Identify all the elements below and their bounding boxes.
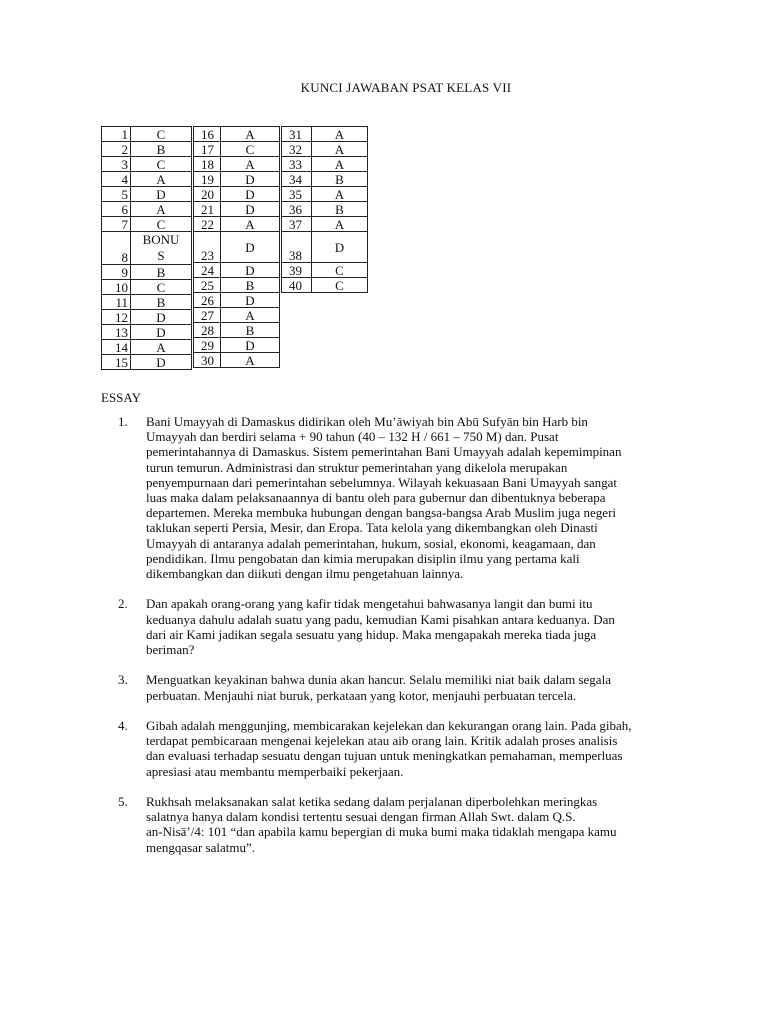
essay-item-text: Rukhsah melaksanakan salat ketika sedang dalam perjalanan diperbolehkan meringkas salatnya hanya dalam kondisi tertentu sesuai dengan firman Allah Swt. dalam Q.S. an-Nisā’/4: 101 “dan apabila kamu bepergian di muka bumi maka tidaklah mengapa kamu mengqasar salatmu”.: [146, 794, 617, 855]
answer-table-3: [281, 126, 368, 293]
question-number: 36: [282, 202, 312, 217]
answer-letter: B: [221, 323, 280, 338]
question-number: 21: [194, 202, 221, 217]
answer-row: [282, 217, 368, 232]
question-number: 3: [102, 157, 131, 172]
answer-row: [194, 353, 280, 368]
essay-heading: ESSAY: [101, 390, 141, 405]
answer-row: [194, 278, 280, 293]
answer-table-1: [101, 126, 192, 370]
question-number: 29: [194, 338, 221, 353]
essay-item: [101, 596, 711, 657]
question-number: 27: [194, 308, 221, 323]
answer-letter: B: [221, 278, 280, 293]
question-number: 14: [102, 340, 131, 355]
answer-table-2: [193, 126, 280, 368]
answer-letter: BONU S: [131, 232, 192, 265]
answer-letter: D: [131, 187, 192, 202]
answer-row: [102, 232, 192, 265]
answer-letter: A: [312, 127, 368, 142]
answer-row: [102, 127, 192, 142]
answer-row: [102, 325, 192, 340]
answer-row: [194, 127, 280, 142]
answer-row: [194, 187, 280, 202]
answer-letter: D: [312, 232, 368, 263]
answer-letter: C: [131, 280, 192, 295]
essay-item-number: 2.: [118, 596, 128, 612]
answer-row: [282, 232, 368, 263]
answer-letter: A: [221, 217, 280, 232]
answer-letter: A: [221, 353, 280, 368]
question-number: 38: [282, 232, 312, 263]
answer-row: [194, 217, 280, 232]
question-number: 37: [282, 217, 312, 232]
question-number: 22: [194, 217, 221, 232]
answer-letter: A: [312, 187, 368, 202]
question-number: 16: [194, 127, 221, 142]
question-number: 11: [102, 295, 131, 310]
answer-row: [194, 293, 280, 308]
answer-row: [194, 172, 280, 187]
essay-item-number: 1.: [118, 414, 128, 429]
answer-letter: D: [131, 355, 192, 370]
question-number: 23: [194, 232, 221, 263]
answer-letter: A: [312, 142, 368, 157]
essay-item-text: Gibah adalah menggunjing, membicarakan kejelekan dan kekurangan orang lain. Pada gibah, terdapat pembicaraan mengenai kejelekan atau aib orang lain. Kritik adalah proses analisis dan evaluasi terhadap sesuatu dengan tujuan untuk meningkatkan pemahaman, memperluas apresiasi atau membantu memperbaiki pekerjaan.: [146, 718, 632, 779]
answer-letter: C: [312, 278, 368, 293]
question-number: 20: [194, 187, 221, 202]
answer-row: [282, 278, 368, 293]
answer-row: [282, 202, 368, 217]
question-number: 26: [194, 293, 221, 308]
answer-letter: D: [221, 338, 280, 353]
essay-item: [101, 414, 711, 581]
question-number: 18: [194, 157, 221, 172]
answer-row: [194, 308, 280, 323]
answer-row: [194, 157, 280, 172]
answer-row: [194, 202, 280, 217]
answer-letter: D: [221, 172, 280, 187]
answer-row: [102, 172, 192, 187]
question-number: 32: [282, 142, 312, 157]
essay-item-number: 5.: [118, 794, 128, 810]
answer-row: [194, 263, 280, 278]
answer-letter: C: [131, 217, 192, 232]
answer-row: [102, 340, 192, 355]
answer-row: [282, 127, 368, 142]
answer-letter: A: [221, 127, 280, 142]
answer-letter: B: [131, 142, 192, 157]
answer-row: [194, 142, 280, 157]
question-number: 28: [194, 323, 221, 338]
answer-letter: D: [221, 232, 280, 263]
question-number: 17: [194, 142, 221, 157]
answer-row: [102, 187, 192, 202]
question-number: 34: [282, 172, 312, 187]
answer-letter: D: [221, 263, 280, 278]
essay-item-text: Menguatkan keyakinan bahwa dunia akan hancur. Selalu memiliki niat baik dalam segala perbuatan. Menjauhi niat buruk, perkataan yang kotor, menjauhi perbuatan tercela.: [146, 672, 611, 703]
answer-letter: A: [131, 202, 192, 217]
answer-row: [282, 187, 368, 202]
question-number: 9: [102, 265, 131, 280]
answer-row: [102, 157, 192, 172]
question-number: 15: [102, 355, 131, 370]
answer-letter: D: [221, 187, 280, 202]
answer-letter: D: [221, 202, 280, 217]
answer-letter: B: [131, 295, 192, 310]
answer-letter: B: [312, 172, 368, 187]
answer-row: [102, 355, 192, 370]
question-number: 8: [102, 232, 131, 265]
question-number: 30: [194, 353, 221, 368]
answer-letter: A: [131, 340, 192, 355]
answer-letter: A: [312, 157, 368, 172]
essay-item: [101, 672, 711, 702]
essay-item-text: Dan apakah orang-orang yang kafir tidak mengetahui bahwasanya langit dan bumi itu keduanya dahulu adalah suatu yang padu, kemudian Kami pisahkan antara keduanya. Dan dari air Kami jadikan segala sesuatu yang hidup. Maka mengapakah mereka tiada juga beriman?: [146, 596, 615, 658]
question-number: 12: [102, 310, 131, 325]
answer-letter: C: [131, 127, 192, 142]
answer-row: [102, 295, 192, 310]
answer-letter: D: [131, 310, 192, 325]
question-number: 7: [102, 217, 131, 232]
answer-letter: D: [131, 325, 192, 340]
answer-letter: A: [312, 217, 368, 232]
answer-letter: C: [221, 142, 280, 157]
question-number: 35: [282, 187, 312, 202]
answer-letter: A: [221, 157, 280, 172]
question-number: 19: [194, 172, 221, 187]
answer-row: [282, 172, 368, 187]
answer-row: [194, 323, 280, 338]
question-number: 24: [194, 263, 221, 278]
answer-letter: C: [131, 157, 192, 172]
question-number: 1: [102, 127, 131, 142]
essay-item: [101, 794, 711, 855]
question-number: 5: [102, 187, 131, 202]
answer-letter: D: [221, 293, 280, 308]
answer-letter: B: [312, 202, 368, 217]
answer-row: [282, 142, 368, 157]
answer-row: [102, 265, 192, 280]
essay-item-text: Bani Umayyah di Damaskus didirikan oleh Mu’āwiyah bin Abū Sufyān bin Harb bin Umayyah dan berdiri selama + 90 tahun (40 – 132 H / 661 – 750 M) dan. Pusat pemerintahannya di Damaskus. Sistem pemerintahan Bani Umayyah adalah kepemimpinan turun temurun. Administrasi dan struktur pemerintahan yang dikelola merupakan penyempurnaan dari pemerintahan sebelumnya. Wilayah kekuasaan Bani Umayyah sangat luas maka dalam pelaksanaannya di bantu oleh para gubernur dan dibentuknya beberapa departemen. Mereka membuka hubungan dengan bangsa-bangsa Arab Muslim juga negeri taklukan seperti Persia, Mesir, dan Eropa. Tata kelola yang dikembangkan oleh Dinasti Umayyah di antaranya adalah pemerintahan, hukum, sosial, ekonomi, keagamaan, dan pendidikan. Ilmu pengobatan dan kimia merupakan disiplin ilmu yang pertama kali dikembangkan dan diikuti dengan ilmu pengetahuan lainnya.: [146, 414, 622, 582]
question-number: 25: [194, 278, 221, 293]
answer-row: [194, 232, 280, 263]
question-number: 39: [282, 263, 312, 278]
document-title: KUNCI JAWABAN PSAT KELAS VII: [300, 80, 512, 95]
question-number: 6: [102, 202, 131, 217]
answer-row: [282, 157, 368, 172]
question-number: 33: [282, 157, 312, 172]
answer-letter: B: [131, 265, 192, 280]
answer-row: [282, 263, 368, 278]
answer-letter: A: [131, 172, 192, 187]
answer-row: [102, 142, 192, 157]
question-number: 4: [102, 172, 131, 187]
question-number: 13: [102, 325, 131, 340]
answer-row: [102, 310, 192, 325]
answer-row: [102, 202, 192, 217]
essay-item-number: 4.: [118, 718, 128, 734]
answer-row: [194, 338, 280, 353]
essay-item-number: 3.: [118, 672, 128, 688]
answer-row: [102, 217, 192, 232]
answer-row: [102, 280, 192, 295]
essay-list: [101, 414, 711, 870]
essay-item: [101, 718, 711, 779]
answer-letter: C: [312, 263, 368, 278]
question-number: 31: [282, 127, 312, 142]
question-number: 2: [102, 142, 131, 157]
question-number: 40: [282, 278, 312, 293]
answer-letter: A: [221, 308, 280, 323]
question-number: 10: [102, 280, 131, 295]
